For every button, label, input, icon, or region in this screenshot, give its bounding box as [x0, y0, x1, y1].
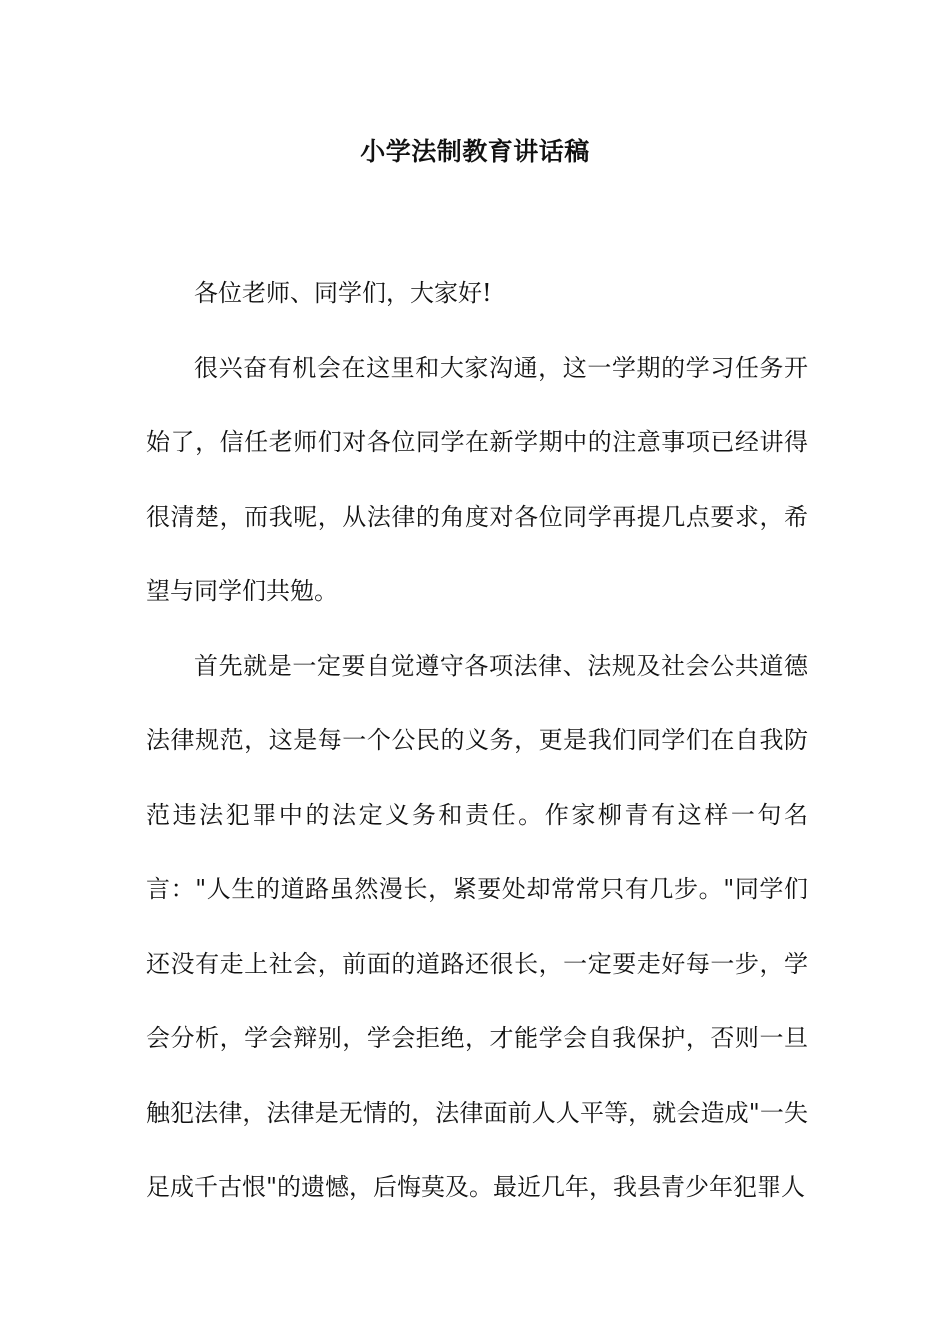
law-abiding-paragraph: 首先就是一定要自觉遵守各项法律、法规及社会公共道德法律规范，这是每一个公民的义务，更是我们同学们在自我防范违法犯罪中的法定义务和责任。作家柳青有这样一句名言："人生的道路虽然漫长，紧要处却常常只有几步。"同学们还没有走上社会，前面的道路还很长，一定要走好每一步，学会分析，学会辩别，学会拒绝，才能学会自我保护，否则一旦触犯法律，法律是无情的，法律面前人人平等，就会造成"一失足成千古恨"的遗憾，后悔莫及。最近几年，我县青少年犯罪人 [146, 651, 808, 1201]
document-title: 小学法制教育讲话稿 [360, 137, 590, 166]
document-body [146, 256, 808, 1225]
greeting-paragraph: 各位老师、同学们，大家好! [194, 279, 492, 307]
intro-paragraph: 很兴奋有机会在这里和大家沟通，这一学期的学习任务开始了，信任老师们对各位同学在新学期中的注意事项已经讲得很清楚，而我呢，从法律的角度对各位同学再提几点要求，希望与同学们共勉。 [146, 353, 808, 605]
